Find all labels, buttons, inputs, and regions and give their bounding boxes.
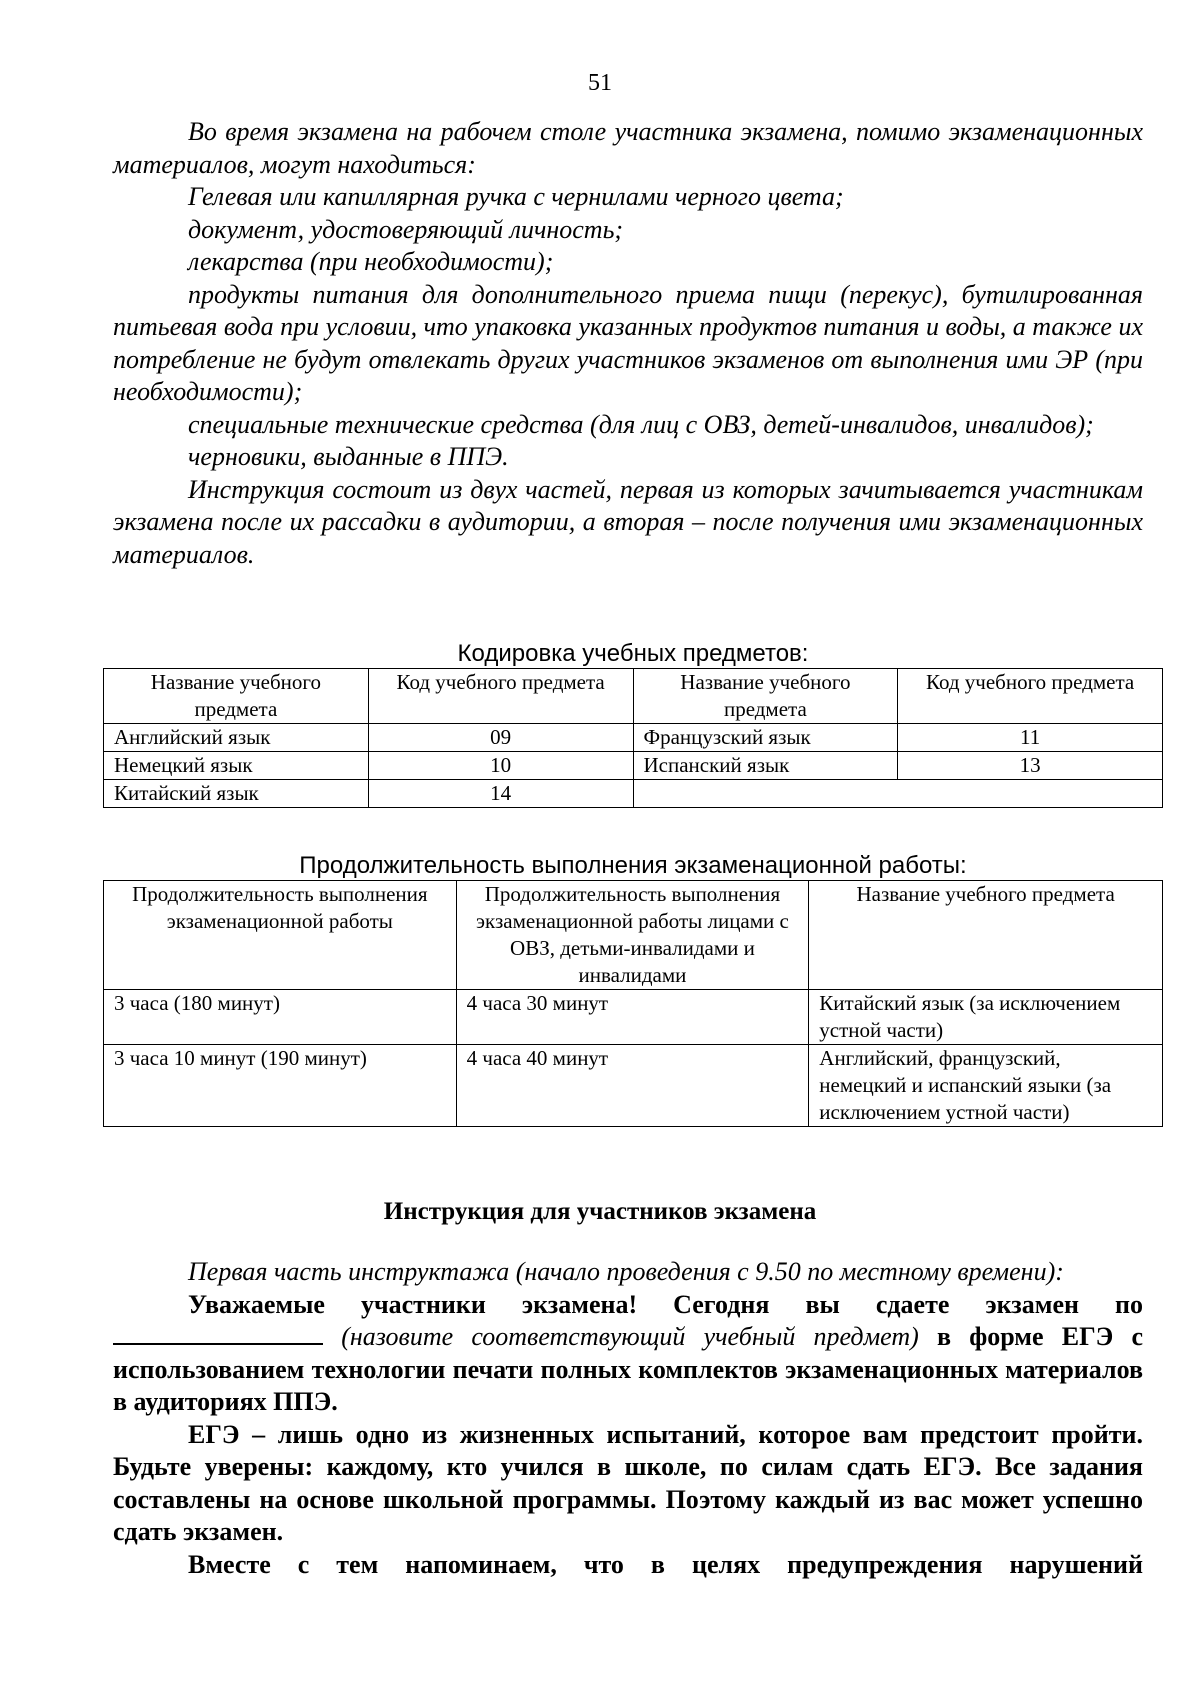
list-item: документ, удостоверяющий личность; — [188, 214, 624, 244]
subject-name-cell: Немецкий язык — [104, 752, 369, 780]
column-header: Название учебного предмета — [104, 669, 369, 724]
section-heading: Инструкция для участников экзамена — [383, 1198, 817, 1225]
greeting-paragraph — [113, 1289, 1143, 1419]
greeting-text-continued: в форме ЕГЭ с использованием технологии печати полных комплектов экзаменационных материалов в аудиториях ППЭ. — [113, 1322, 1144, 1416]
reminder-paragraph: Вместе с тем напоминаем, что в целях предупреждения нарушений — [188, 1549, 1143, 1579]
table-row — [104, 1045, 1163, 1127]
table-row — [104, 990, 1163, 1045]
subject-code-cell: 13 — [898, 752, 1163, 780]
subject-code-cell: 14 — [368, 780, 633, 808]
column-header: Код учебного предмета — [368, 669, 633, 724]
subject-hint: (назовите соответствующий учебный предмет) — [341, 1322, 919, 1351]
greeting-text: Уважаемые участники экзамена! Сегодня вы сдаете экзамен по — [188, 1289, 1143, 1319]
table-header-row — [104, 881, 1163, 990]
subject-blank-line — [113, 1321, 323, 1345]
list-item: лекарства (при необходимости); — [188, 247, 554, 276]
page-number: 51 — [588, 70, 612, 96]
subject-cell: Английский, французский, немецкий и испанский языки (за исключением устной части) — [809, 1045, 1163, 1127]
exam-duration-table — [103, 880, 1163, 1127]
intro-section — [113, 116, 1143, 571]
column-header: Продолжительность выполнения экзаменационной работы — [104, 881, 457, 990]
list-item: продукты питания для дополнительного приема пищи (перекус), бутилированная питьевая вода при условии, что упаковка указанных продуктов питания и воды, а также их потребление не будут отвлекать других участников экзаменов от выполнения ими ЭР (при необходимости); — [113, 279, 1143, 406]
column-header: Название учебного предмета — [633, 669, 898, 724]
duration-special-cell: 4 часа 40 минут — [456, 1045, 809, 1127]
subject-code-cell: 11 — [898, 724, 1163, 752]
subject-name-cell: Испанский язык — [633, 752, 898, 780]
subject-cell: Китайский язык (за исключением устной части) — [809, 990, 1163, 1045]
subject-codes-table — [103, 668, 1163, 808]
instruction-section — [113, 1256, 1143, 1581]
subject-name-cell: Английский язык — [104, 724, 369, 752]
duration-special-cell: 4 часа 30 минут — [456, 990, 809, 1045]
list-item: черновики, выданные в ППЭ. — [188, 442, 509, 471]
table-caption-duration: Продолжительность выполнения экзаменационной работы: — [299, 852, 967, 879]
subject-code-cell: 09 — [368, 724, 633, 752]
table-row — [104, 752, 1163, 780]
column-header: Название учебного предмета — [809, 881, 1163, 990]
list-item: специальные технические средства (для лиц с ОВЗ, детей-инвалидов, инвалидов); — [188, 409, 1094, 439]
instruction-parts-paragraph: Инструкция состоит из двух частей, первая из которых зачитывается участникам экзамена после их рассадки в аудитории, а вторая – после получения ими экзаменационных материалов. — [113, 474, 1143, 569]
table-caption-subject-codes: Кодировка учебных предметов: — [457, 640, 809, 667]
empty-cell — [633, 780, 1163, 808]
duration-cell: 3 часа 10 минут (190 минут) — [104, 1045, 457, 1127]
first-part-label: Первая часть инструктажа (начало проведения с 9.50 по местному времени): — [188, 1257, 1064, 1286]
column-header: Код учебного предмета — [898, 669, 1163, 724]
intro-paragraph: Во время экзамена на рабочем столе участника экзамена, помимо экзаменационных материалов, могут находиться: — [113, 117, 1143, 179]
subject-name-cell: Французский язык — [633, 724, 898, 752]
table-row — [104, 780, 1163, 808]
duration-cell: 3 часа (180 минут) — [104, 990, 457, 1045]
column-header: Продолжительность выполнения экзаменационной работы лицами с ОВЗ, детьми-инвалидами и инвалидами — [456, 881, 809, 990]
subject-code-cell: 10 — [368, 752, 633, 780]
table-header-row — [104, 669, 1163, 724]
list-item: Гелевая или капиллярная ручка с чернилами черного цвета; — [188, 182, 844, 211]
subject-name-cell: Китайский язык — [104, 780, 369, 808]
table-row — [104, 724, 1163, 752]
ege-paragraph: ЕГЭ – лишь одно из жизненных испытаний, которое вам предстоит пройти. Будьте уверены: каждому, кто учился в школе, по силам сдать ЕГЭ. Все задания составлены на основе школьной программы. Поэтому каждый из вас может успешно сдать экзамен. — [113, 1419, 1143, 1546]
